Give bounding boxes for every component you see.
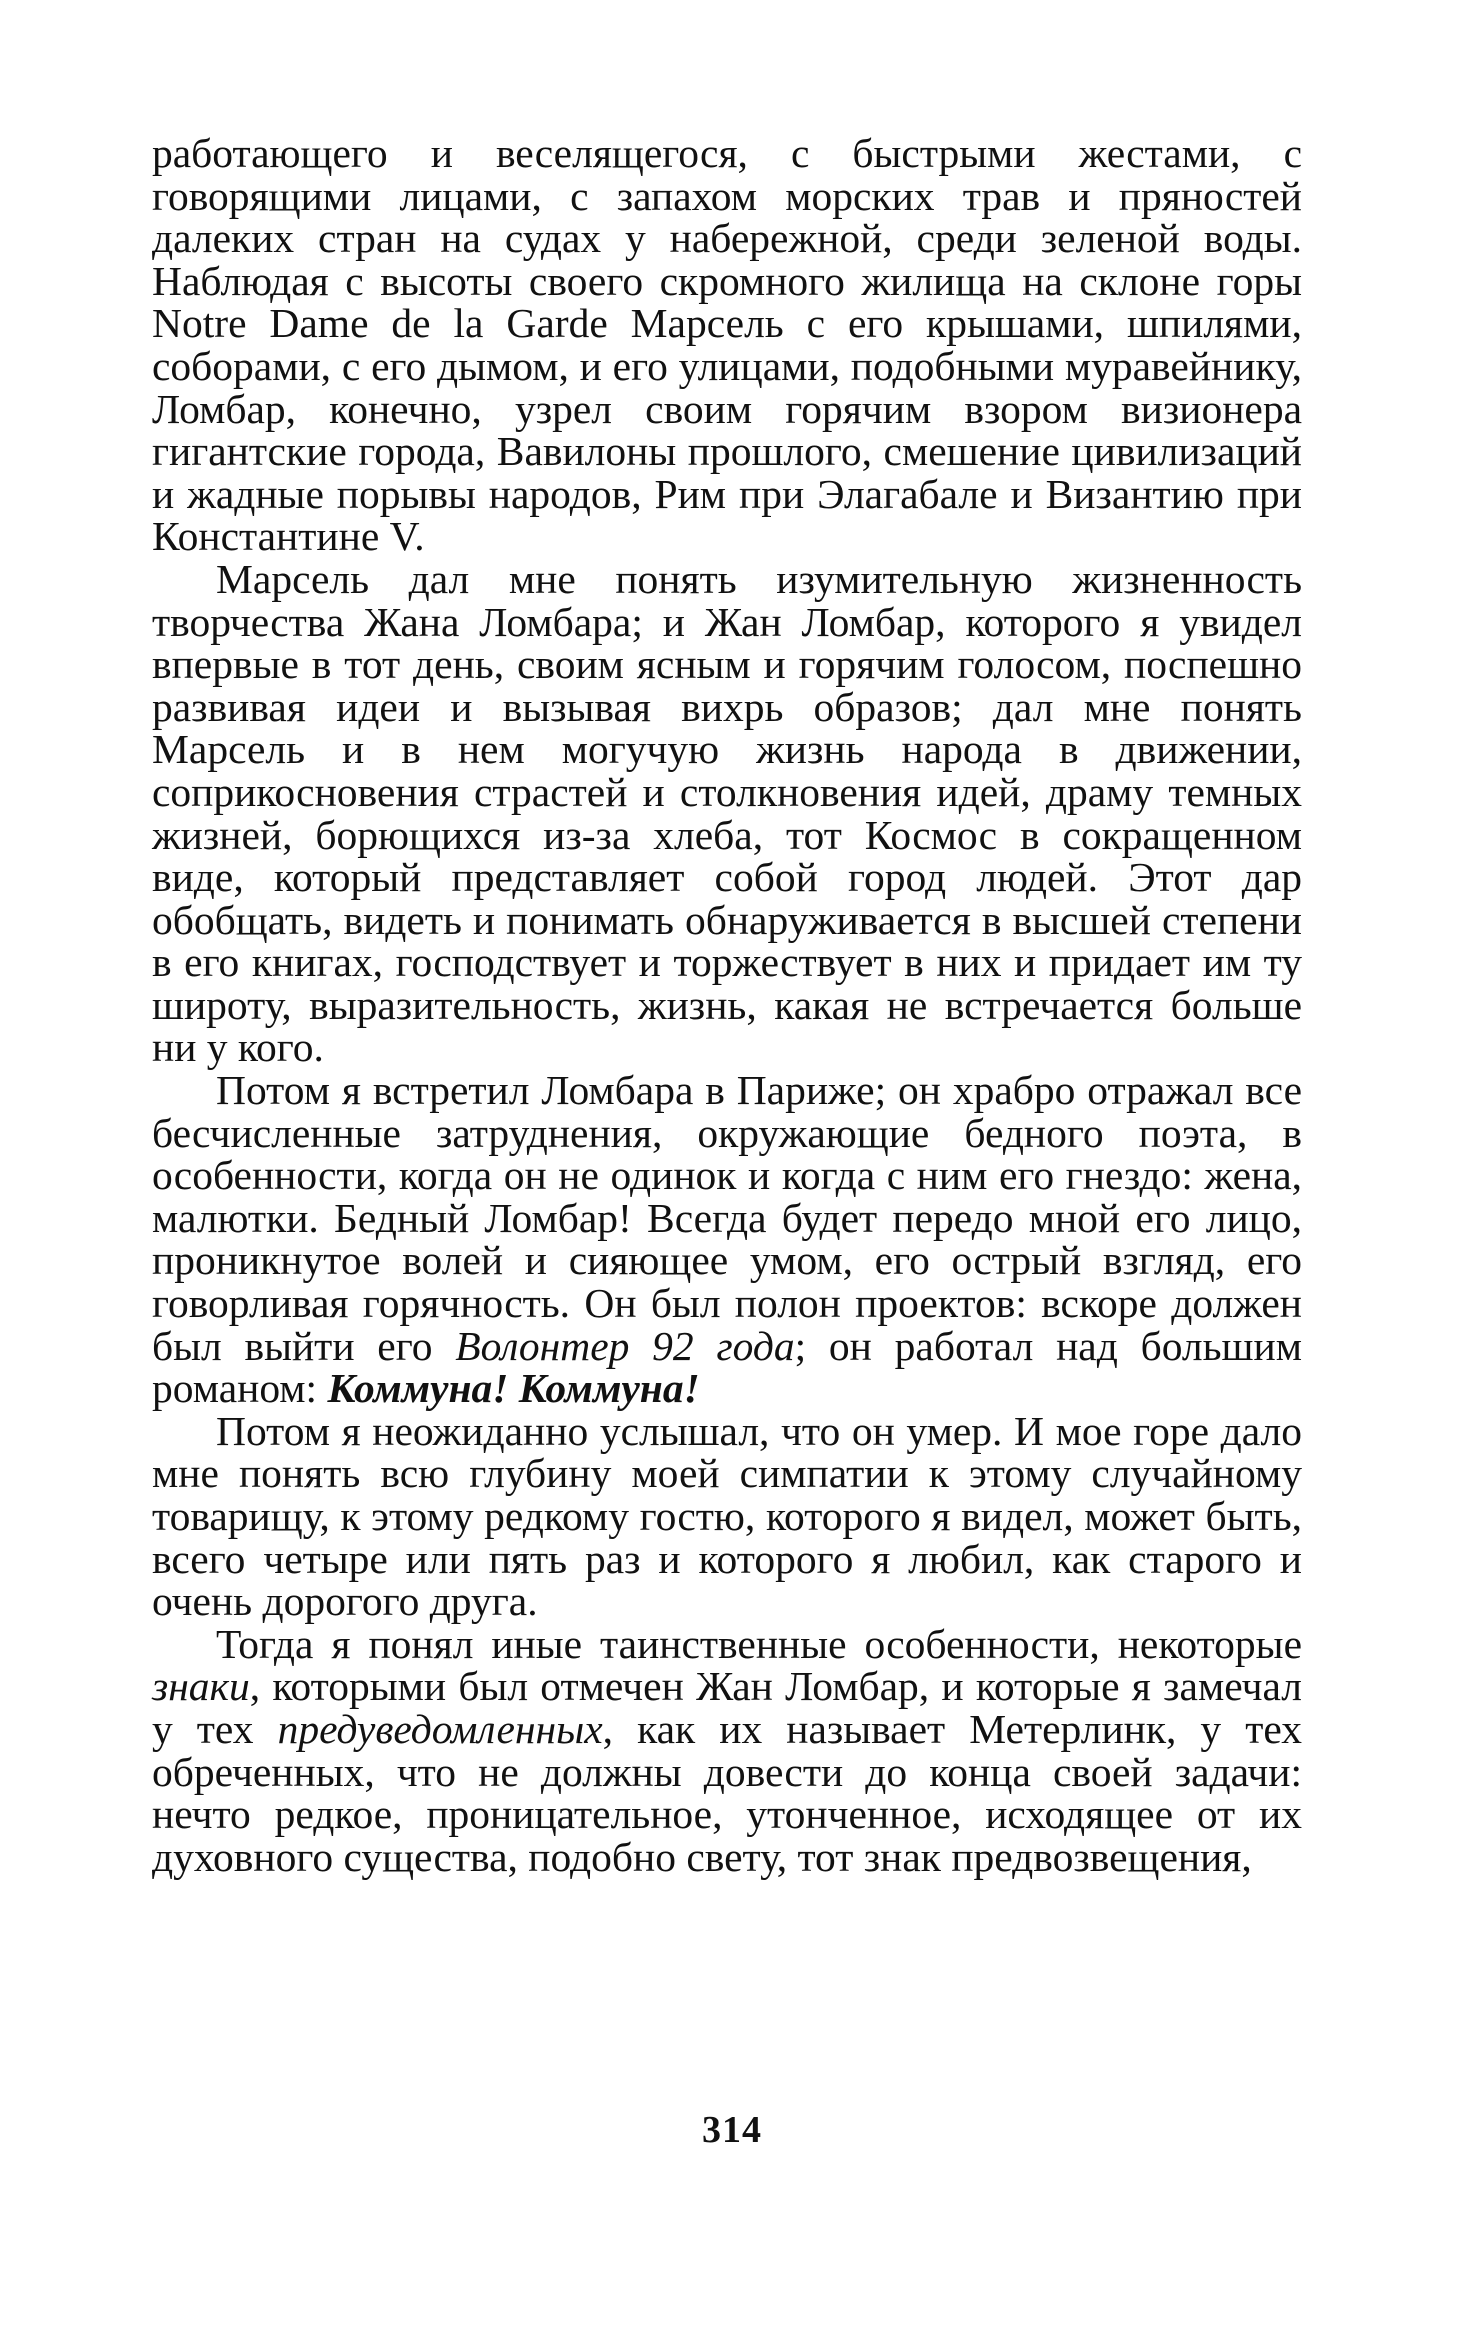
paragraph-3-text-cont: ; он работал над большим романом: [152,1322,1302,1412]
paragraph-5 [152,1620,1302,1880]
paragraph-1-text: работающего и веселящегося, с быстрыми жестами, с говорящими лицами, с запахом морских трав и пряностей далеких стран на судах у набережной, среди зеленой воды. Наблюдая с высоты своего скромного жилища на склоне горы Notre Dame de la Garde Марсель с его крышами, шпилями, соборами, с его дымом, и его улицами, подобными муравейнику, Ломбар, конечно, узрел своим горячим взором визионера гигантские города, Вавилоны прошлого, смешение цивилизаций и жадные порывы народов, Рим при Элагабале и Византию при Константине V. [152,130,1302,560]
paragraph-5-text-cont: , которыми был отмечен Жан Ломбар, и которые я замечал у тех [152,1663,1302,1752]
paragraph-5-text: Тогда я понял иные таинственные особенности, некоторые [216,1620,1302,1667]
paragraph-5-text-end: , как их называет Метерлинк, у тех обреченных, что не должны довести до конца своей задачи: нечто редкое, проницательное, утонченное, исходящее от их духовного существа, подобно свету, тот знак предвозвещения, [152,1705,1302,1880]
emphasis-signs: знаки [152,1663,250,1710]
paragraph-3 [152,1069,1302,1410]
paragraph-2 [152,555,1302,1071]
novel-title-commune: Коммуна! Коммуна! [327,1365,700,1412]
page-number: 314 [702,2109,762,2151]
paragraph-3-text: Потом я встретил Ломбара в Париже; он храбро отражал все бесчисленные затруднения, окружающие бедного поэта, в особенности, когда он не одинок и когда с ним его гнездо: жена, малютки. Бедный Ломбар! Всегда будет передо мной его лицо, проникнутое волей и сияющее умом, его острый взгляд, его говорливая горячность. Он был полон проектов: вскоре должен был выйти его [152,1067,1302,1369]
page-body [152,132,1302,1878]
paragraph-1 [152,132,1302,558]
paragraph-4 [152,1407,1302,1625]
emphasis-forewarned: предуведомленных [277,1705,603,1752]
paragraph-4-text: Потом я неожиданно услышал, что он умер. И мое горе дало мне понять всю глубину моей симпатии к этому случайному товарищу, к этому редкому гостю, которого я видел, может быть, всего четыре или пять раз и которого я любил, как старого и очень дорогого друга. [152,1407,1302,1625]
paragraph-2-text: Марсель дал мне понять изумительную жизненность творчества Жана Ломбара; и Жан Ломбар, которого я увидел впервые в тот день, своим ясным и горячим голосом, поспешно развивая идеи и вызывая вихрь образов; дал мне понять Марсель и в нем могучую жизнь народа в движении, соприкосновения страстей и столкновения идей, драму темных жизней, борющихся из-за хлеба, тот Космос в сокращенном виде, который представляет собой город людей. Этот дар обобщать, видеть и понимать обнаруживается в высшей степени в его книгах, господствует и торжествует в них и придает им ту широту, выразительность, жизнь, какая не встречается больше ни у кого. [152,555,1302,1071]
book-title-volunteer: Волонтер 92 года [455,1322,795,1369]
